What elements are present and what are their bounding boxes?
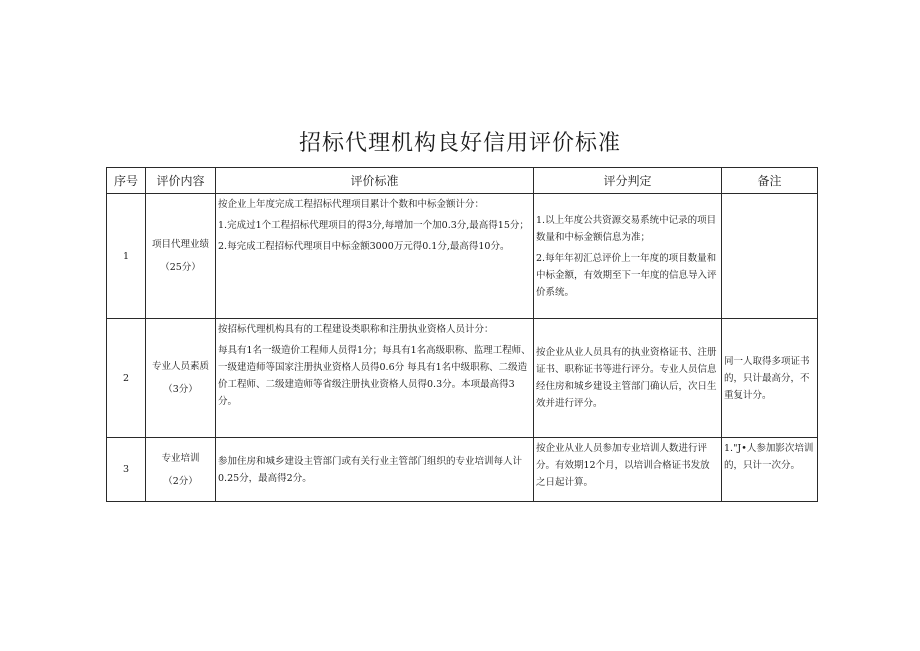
row-content	[146, 194, 216, 319]
content-label: 专业培训	[161, 452, 200, 464]
header-note: 备注	[722, 168, 818, 194]
row-content	[146, 438, 216, 502]
header-judgement: 评分判定	[534, 168, 722, 194]
table-row	[107, 319, 818, 438]
table-header-row	[107, 168, 818, 194]
content-score: （25分）	[160, 262, 201, 273]
table-row	[107, 194, 818, 319]
row-criteria	[216, 438, 534, 502]
table-row	[107, 438, 818, 502]
content-label: 专业人员素质	[151, 361, 209, 372]
header-content: 评价内容	[146, 168, 216, 194]
content-score: （2分）	[163, 475, 198, 487]
note-text: 同一人取得多项证书的，只计最高分，不重复计分。	[724, 355, 810, 401]
judgement-line: 1.以上年度公共资源交易系统中记录的项目数量和中标金额信息为准；	[536, 214, 717, 243]
row-note	[722, 319, 818, 438]
row-number: 3	[107, 438, 146, 502]
criteria-line: 按招标代理机构具有的工程建设类职称和注册执业资格人员计分：	[218, 324, 494, 335]
row-content	[146, 319, 216, 438]
row-number: 2	[107, 319, 146, 438]
criteria-line: 1.完成过1个工程招标代理项目的得3分,每增加一个加0.3分,最高得15分；	[218, 220, 529, 231]
row-criteria	[216, 194, 534, 319]
page-title: 招标代理机构良好信用评价标准	[298, 131, 621, 156]
row-note	[722, 438, 818, 502]
content-label: 项目代理业绩	[151, 239, 209, 250]
header-criteria: 评价标准	[216, 168, 534, 194]
row-judgement	[534, 438, 722, 502]
header-number: 序号	[107, 168, 146, 194]
judgement-line: 2.每年年初汇总评价上一年度的项目数量和中标金额，有效期至下一年度的信息导入评价系统。	[536, 252, 717, 298]
row-judgement	[534, 194, 722, 319]
note-text: 1."J•人参加影次培训的，只计一次分。	[724, 443, 814, 471]
judgement-line: 按企业从业人员具有的执业资格证书、注册证书、职称证书等进行评分。专业人员信息经住房和城乡建设主管部门确认后，次日生效并进行评分。	[536, 347, 717, 409]
criteria-line: 按企业上年度完成工程招标代理项目累计个数和中标金额计分：	[218, 199, 485, 210]
criteria-line: 2.每完成工程招标代理项目中标金额3000万元得0.1分,最高得10分。	[218, 241, 510, 252]
criteria-line: 每具有1名一级造价工程师人员得1分；每具有1名高级职称、监理工程师、一级建造师等国家注册执业资格人员得0.6分 每具有1名中级职称、二级造价工程师、二级建造师等省级注册执业资格人员得0.3分。本项最高得3分。	[218, 345, 531, 407]
row-judgement	[534, 319, 722, 438]
content-score: （3分）	[163, 384, 198, 395]
criteria-line: 参加住房和城乡建设主管部门或有关行业主管部门组织的专业培训每人计0.25分，最高得2分。	[218, 455, 523, 484]
row-criteria	[216, 319, 534, 438]
row-number: 1	[107, 194, 146, 319]
judgement-line: 按企业从业人员参加专业培训人数进行评分。有效期12个月，以培训合格证书发放之日起计算。	[536, 443, 710, 488]
row-note	[722, 194, 818, 319]
criteria-table	[106, 167, 818, 502]
